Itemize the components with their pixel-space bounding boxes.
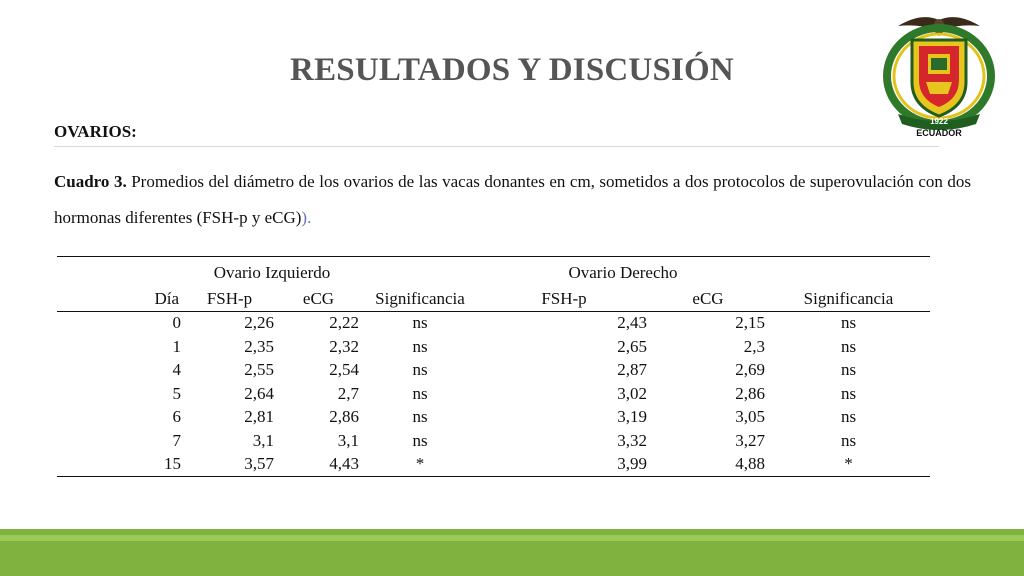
table-row [57, 406, 930, 430]
table-cell: 2,86 [329, 407, 359, 427]
table-cell: 2,69 [735, 360, 765, 380]
group-left-ovary: Ovario Izquierdo [213, 263, 331, 282]
table-cell: 2,22 [329, 313, 359, 333]
table-cell: 2,3 [743, 336, 765, 356]
table-cell: ns [412, 407, 428, 427]
table-cell: 3,27 [735, 430, 765, 450]
table-cell: ns [840, 383, 857, 403]
table-cell: 4,43 [329, 454, 359, 474]
table-cell: 3,02 [617, 383, 647, 403]
table-cell: 2,86 [735, 383, 765, 403]
table-cell: 4 [172, 360, 181, 380]
col-header-ecg-left: eCG [276, 287, 361, 311]
col-header-sig-right: Significancia [767, 287, 930, 311]
table-cell: 3,32 [617, 430, 647, 450]
table-row [57, 382, 930, 406]
table-cell: ns [840, 360, 857, 380]
footer-bar [0, 529, 1024, 576]
table-cell: 3,19 [617, 407, 647, 427]
table-cell: * [844, 454, 853, 474]
table-cell: 2,7 [337, 383, 359, 403]
table-cell: 2,35 [244, 336, 274, 356]
col-header-fsh-left: FSH-p [183, 287, 276, 311]
slide-title: RESULTADOS Y DISCUSIÓN [290, 52, 734, 88]
table-cell: 2,64 [244, 383, 274, 403]
table-cell: ns [840, 313, 857, 333]
table-cell: 3,1 [337, 430, 359, 450]
table-cell: ns [412, 383, 428, 403]
table-cell: 3,05 [735, 407, 765, 427]
divider [54, 146, 939, 147]
table-cell: ns [412, 313, 428, 333]
university-crest-logo [876, 10, 1002, 138]
table-cell: 2,87 [617, 360, 647, 380]
table-row [57, 429, 930, 453]
table-cell: ns [840, 407, 857, 427]
table-row [57, 311, 930, 335]
table-row [57, 335, 930, 359]
table-cell: ns [412, 336, 428, 356]
col-header-sig-left: Significancia [361, 287, 479, 311]
caption-label: Cuadro 3. [54, 172, 127, 191]
table-cell: 0 [172, 313, 181, 333]
table-cell: 15 [164, 454, 181, 474]
group-right-ovary: Ovario Derecho [568, 263, 678, 282]
table-cell: ns [412, 430, 428, 450]
table-cell: * [415, 454, 425, 474]
col-header-fsh-right: FSH-p [479, 287, 649, 311]
table-row [57, 453, 930, 477]
table-cell: ns [840, 336, 857, 356]
table-cell: 2,65 [617, 336, 647, 356]
caption-tail: ). [301, 208, 312, 227]
caption-text: Promedios del diámetro de los ovarios de las vacas donantes en cm, sometidos a dos protocolos de superovulación con dos hormonas diferentes (FSH-p y eCG) [54, 172, 971, 227]
table-cell: 6 [172, 407, 181, 427]
table-cell: 3,57 [244, 454, 274, 474]
table-cell: 2,81 [244, 407, 274, 427]
table-cell: 2,54 [329, 360, 359, 380]
table-cell: 2,26 [244, 313, 274, 333]
table-cell: 7 [172, 430, 181, 450]
table-cell: ns [840, 430, 857, 450]
table-cell: 4,88 [735, 454, 765, 474]
ovary-diameter-table [57, 256, 930, 477]
col-header-ecg-right: eCG [649, 287, 767, 311]
table-cell: 3,1 [252, 430, 274, 450]
section-heading: OVARIOS: [54, 122, 137, 141]
table-cell: 2,32 [329, 336, 359, 356]
footer-stripe [0, 535, 1024, 541]
logo-country-text: ECUADOR [916, 128, 962, 138]
table-cell: 2,43 [617, 313, 647, 333]
table-cell: 5 [172, 383, 181, 403]
col-header-dia: Día [57, 287, 183, 311]
table-cell: 1 [172, 336, 181, 356]
logo-year-text: 1922 [930, 117, 948, 126]
table-header-row [57, 287, 930, 311]
table-caption [54, 164, 971, 236]
table-cell: 3,99 [617, 454, 647, 474]
table-cell: 2,55 [244, 360, 274, 380]
table-group-header-row [57, 257, 930, 288]
table-row [57, 359, 930, 383]
table-cell: 2,15 [735, 313, 765, 333]
table-cell: ns [412, 360, 428, 380]
